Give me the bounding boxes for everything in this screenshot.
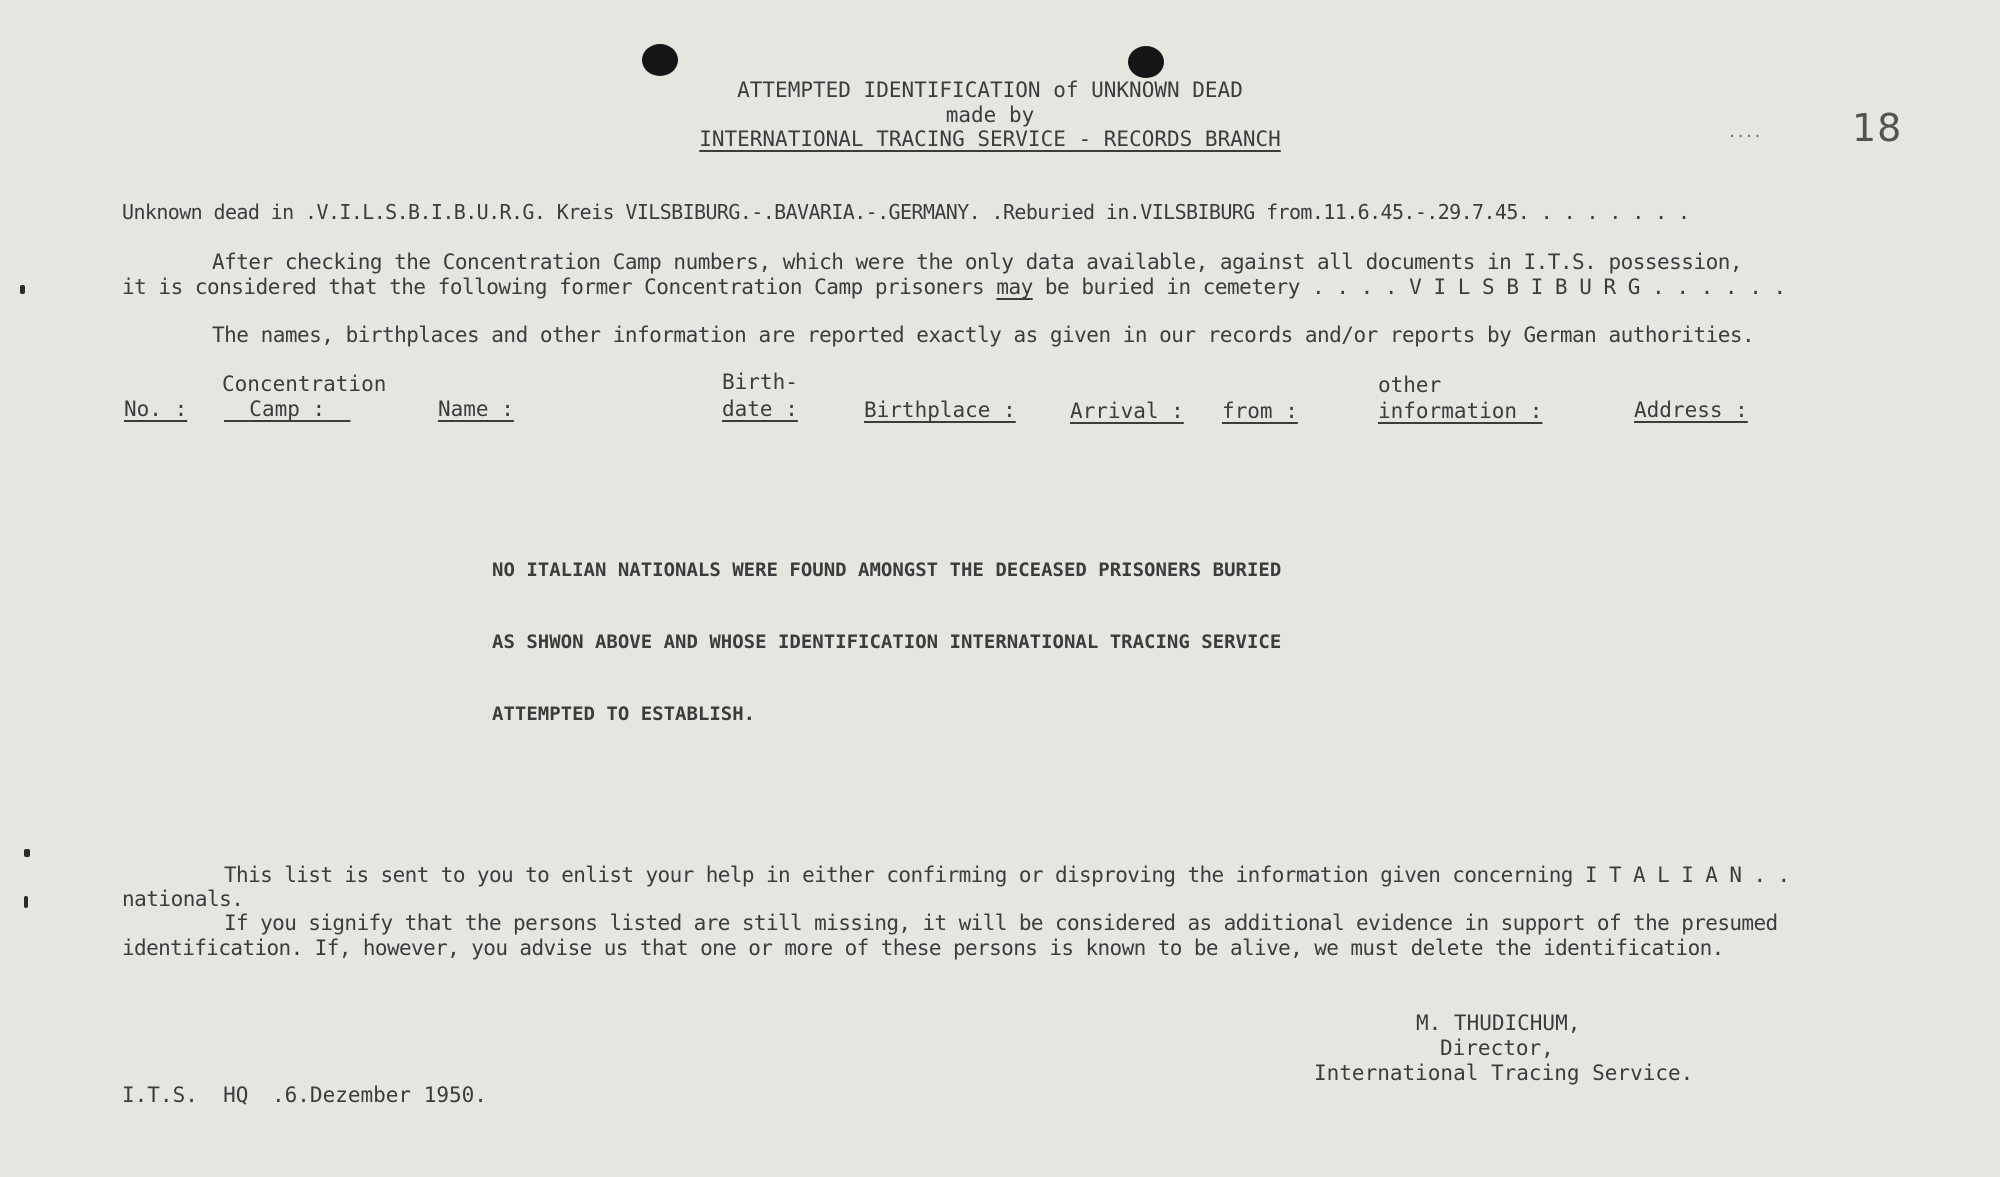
column-header-no: No. : [124,397,188,421]
column-header-other-information: information : [1378,399,1543,423]
punch-hole-right [1128,46,1164,78]
intro-line-2 [122,274,1786,300]
intro-line-2-start: it is considered that the following former Concentration Camp prisoners [122,275,997,299]
intro-line-3: The names, birthplaces and other information are reported exactly as given in our records and/or reports by German authorities. [212,323,1755,347]
page-number-dots: .... [1728,125,1762,141]
edge-mark [24,896,28,908]
edge-mark [20,285,25,294]
notice-line-2: AS SHWON ABOVE AND WHOSE IDENTIFICATION INTERNATIONAL TRACING SERVICE [492,631,1282,653]
signature-name: M. THUDICHUM, [1416,1011,1581,1035]
column-header-arrival: Arrival : [1070,399,1184,423]
header-concentration-top: Concentration [222,372,387,396]
column-header-camp [224,396,350,422]
column-header-name: Name : [438,397,514,421]
header-organization: INTERNATIONAL TRACING SERVICE - RECORDS BRANCH [699,127,1281,151]
header-birthdate-top: Birth- [722,370,798,394]
footer-date: .6.Dezember 1950. [272,1083,487,1107]
unknown-dead-line: Unknown dead in .V.I.L.S.B.I.B.U.R.G. Kreis VILSBIBURG.-.BAVARIA.-.GERMANY. .Reburied in.VILSBIBURG from.11.6.45.-.29.7.45. . . . . . . . [122,200,1690,224]
notice-line-3: ATTEMPTED TO ESTABLISH. [492,703,756,725]
closing-line-4: identification. If, however, you advise us that one or more of these persons is known to be alive, we must delete the identification. [122,936,1724,960]
signature-title: Director, [1440,1036,1554,1060]
header-other-top: other [1378,373,1442,397]
header-title: ATTEMPTED IDENTIFICATION of UNKNOWN DEAD [737,78,1243,102]
punch-hole-left [642,44,678,76]
closing-line-3: If you signify that the persons listed are still missing, it will be considered as additional evidence in support of the presumed [224,911,1778,935]
notice-stamp [492,510,1281,774]
header-made-by: made by [945,103,1035,127]
column-header-birthplace: Birthplace : [864,398,1016,422]
signature-organization: International Tracing Service. [1314,1061,1694,1085]
edge-mark [24,849,30,857]
closing-line-2: nationals. [122,887,244,911]
footer-location: I.T.S. HQ [122,1083,249,1107]
intro-line-2-end: be buried in cemetery . . . . V I L S B I B U R G . . . . . . [1032,275,1786,299]
column-header-camp-label: Camp : [249,397,326,421]
closing-line-1: This list is sent to you to enlist your help in either confirming or disproving the information given concerning I T A L I A N . . [224,863,1790,887]
column-header-birthdate: date : [722,397,798,421]
column-header-from: from : [1222,399,1298,423]
page-number: 18 [1852,106,1903,150]
column-header-address: Address : [1634,398,1748,422]
intro-line-1: After checking the Concentration Camp numbers, which were the only data available, against all documents in I.T.S. possession, [212,250,1743,274]
notice-line-1: NO ITALIAN NATIONALS WERE FOUND AMONGST THE DECEASED PRISONERS BURIED [492,559,1282,581]
intro-may-word: may [996,275,1033,299]
